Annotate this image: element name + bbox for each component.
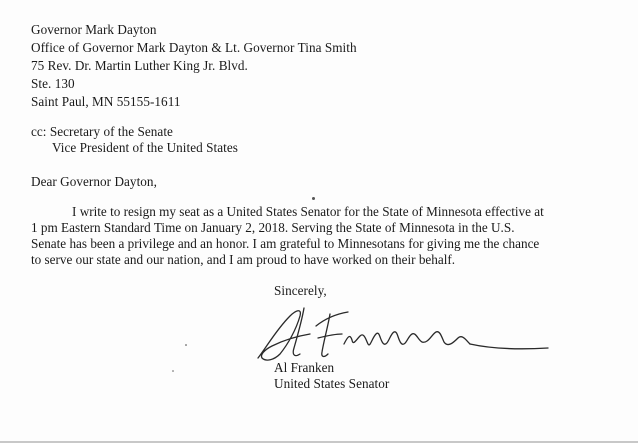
body-line: to serve our state and our nation, and I am proud to have worked on their behalf.	[31, 252, 456, 267]
recipient-office: Office of Governor Mark Dayton & Lt. Governor Tina Smith	[31, 40, 357, 55]
salutation: Dear Governor Dayton,	[31, 174, 157, 189]
recipient-suite: Ste. 130	[31, 76, 75, 91]
scan-speck	[172, 370, 174, 372]
body-line: I write to resign my seat as a United States Senator for the State of Minnesota effective at	[72, 204, 544, 219]
recipient-city: Saint Paul, MN 55155-1611	[31, 94, 181, 109]
signer-title: United States Senator	[274, 376, 390, 391]
cc-line-1: cc: Secretary of the Senate	[31, 124, 173, 139]
body-line: 1 pm Eastern Standard Time on January 2, 2018. Serving the State of Minnesota in the U.S.	[31, 220, 515, 235]
cc-line-2: Vice President of the United States	[52, 140, 238, 155]
recipient-street: 75 Rev. Dr. Martin Luther King Jr. Blvd.	[31, 58, 248, 73]
recipient-name: Governor Mark Dayton	[31, 22, 157, 37]
scan-speck	[185, 344, 187, 346]
body-line: Senate has been a privilege and an honor. I am grateful to Minnesotans for giving me the chance	[31, 236, 540, 251]
signer-name: Al Franken	[274, 360, 335, 375]
closing: Sincerely,	[274, 283, 327, 298]
scan-speck	[312, 197, 315, 200]
